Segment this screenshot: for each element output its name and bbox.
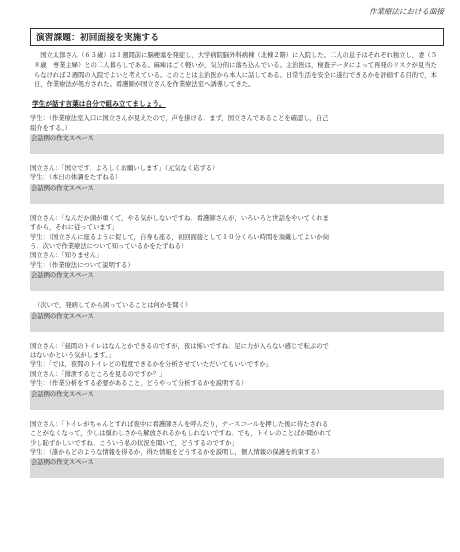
writing-space[interactable]: 会話例の作文スペース: [30, 312, 444, 332]
dialogue-line: 国立さん：｢知りません｣: [30, 252, 100, 260]
dialogue-line: 国立さん：「なんだか頭が重くて，やる気がしないですね．看護師さんが，いろいろと世話をやいてくれま: [30, 214, 329, 222]
dialogue-block-3: [30, 214, 444, 291]
dialogue-line: ことがなくなって，少しは煩わしさから解放されるかもしれないですね．でも，トイレのことばか聞かれて: [30, 430, 332, 438]
dialogue-block-5: [30, 342, 444, 410]
dialogue-line: 学生：｢では，夜間のトイレどの程度できるかを分析させていただいてもいいですか｣: [30, 361, 269, 369]
dialogue-line: 少し恥ずかしいですね．こういう私の状況を聞いて，どうするのですか」: [30, 439, 238, 447]
writing-space[interactable]: 会話例の作文スペース: [30, 458, 444, 478]
dialogue-block-1: [30, 114, 444, 154]
dialogue-line: 国立さん：「トイレがちゃんとすれば夜中に看護師さんを呼んだり，ナースコールを押した後に待たされる: [30, 420, 329, 428]
writing-space[interactable]: 会話例の作文スペース: [30, 390, 444, 410]
dialogue-block-6: [30, 420, 444, 479]
dialogue-line: すから，それに従っています」: [30, 224, 119, 232]
dialogue-line: （次いで，発病してから困っていることは何かを聞く）: [34, 302, 192, 310]
writing-space[interactable]: 会話例の作文スペース: [30, 184, 444, 204]
dialogue-line: 学生：（誰からどのような情報を得るか，得た情報をどうするかを説明し，個人情報の保護を約束する）: [30, 448, 323, 456]
dialogue-line: 国立さん：｢国立です．よろしくお願いします｣（元気なく応ずる）: [30, 165, 219, 172]
dialogue-line: 国立さん：｢排泄するところを見るのですか？｣: [30, 370, 163, 378]
dialogue-block-4: [30, 301, 444, 331]
running-header: 作業療法における面接: [369, 7, 444, 16]
writing-space[interactable]: 会話例の作文スペース: [30, 271, 444, 291]
dialogue-line: 紹介をする。）: [30, 124, 71, 132]
dialogue-line: 学生：（本日の体調をたずねる）: [30, 174, 122, 182]
case-intro-paragraph: 国立太郎さん（６３歳）は１週間前に脳梗塞を発症し、大学病院脳外科病棟（北棟２階）に入院した。二人の息子はそれぞれ独立し，妻（５８歳 専業主婦）との二人暮らしである。麻痺はごく軽いが，気分的に落ち込んでいる。主治医は，検査データによって再発のリスクが見当たらなければ２週間の入院でよいと考えている。このことは主治医から本人に話してある。日常生活を安全に遂行できるかを評価する目的で，本日，作業療法が処方された。看護師が国立さんを作業療法室へ誘導してきた。: [34, 52, 437, 89]
exercise-title: 演習課題：初回面接を実施する: [30, 28, 444, 46]
exercise-page: [30, 28, 444, 478]
dialogue-line: 学生：（作業分析をする必要があること，どうやって分析するかを説明する）: [30, 380, 248, 388]
dialogue-block-2: [30, 164, 444, 204]
dialogue-line: 学生：（作業療法室入口に国立さんが見えたので，声を掛ける．まず，国立さんであることを確認し，自己: [30, 115, 329, 123]
writing-space[interactable]: 会話例の作文スペース: [30, 134, 444, 154]
dialogue-line: はないかという気がします。」: [30, 352, 115, 360]
student-instruction: 学生が話す言葉は自分で組み立てましょう。: [32, 100, 166, 109]
dialogue-line: 国立さん：「昼間のトイレはなんとかできるのですが，夜は怖いですね．足に力が入らない感じで転ぶので: [30, 342, 329, 350]
dialogue-line: 学生：（作業療法について説明する）: [30, 261, 134, 269]
dialogue-line: う．次いで作業療法について知っているかをたずねる）: [30, 243, 188, 251]
dialogue-line: 学生：（国立さんに座るように促して，自身も座る，初回面接として１０分くらい時間を頂戴してよいか伺: [30, 233, 329, 241]
